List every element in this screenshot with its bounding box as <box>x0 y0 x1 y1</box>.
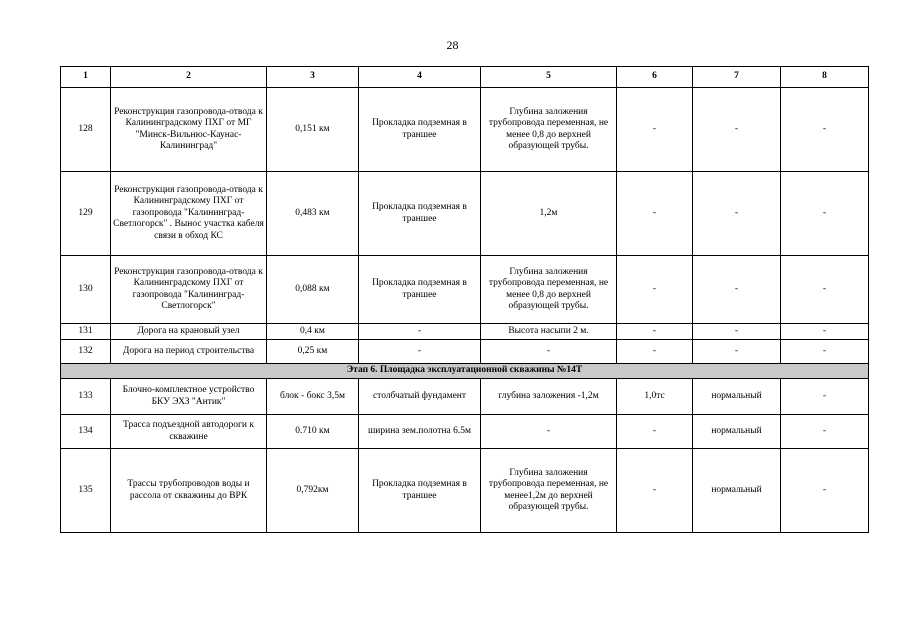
table-cell: Высота насыпи 2 м. <box>481 324 617 340</box>
table-cell: Глубина заложения трубопровода переменная, не менее 0,8 до верхней образующей трубы. <box>481 88 617 172</box>
table-cell: - <box>781 88 869 172</box>
table-cell: 135 <box>61 449 111 533</box>
table-cell: Прокладка подземная в траншее <box>359 88 481 172</box>
table-cell: Глубина заложения трубопровода переменная, не менее 0,8 до верхней образующей трубы. <box>481 256 617 324</box>
table-cell: 129 <box>61 172 111 256</box>
table-cell: - <box>359 324 481 340</box>
table-cell: - <box>693 324 781 340</box>
table-cell: блок - бокс 3,5м <box>267 379 359 415</box>
table-cell: - <box>481 340 617 364</box>
table-cell: 132 <box>61 340 111 364</box>
data-table <box>60 66 869 533</box>
table-cell: Реконструкция газопровода-отвода к Калининградскому ПХГ от газопровода "Калининград-Светлогорск" . Вынос участка кабеля связи в обход КС <box>111 172 267 256</box>
table-cell: Реконструкция газопровода-отвода к Калининградскому ПХГ от газопровода "Калининград-Светлогорск" <box>111 256 267 324</box>
table-row <box>61 256 869 324</box>
table-row <box>61 449 869 533</box>
table-cell: нормальный <box>693 379 781 415</box>
table-cell: 0,151 км <box>267 88 359 172</box>
stage-header-row <box>61 364 869 379</box>
table-cell: - <box>617 415 693 449</box>
table-cell: 0,4 км <box>267 324 359 340</box>
table-cell: 1,2м <box>481 172 617 256</box>
table-cell: 131 <box>61 324 111 340</box>
column-header: 7 <box>693 67 781 88</box>
column-header: 5 <box>481 67 617 88</box>
table-cell: Блочно-комплектное устройство БКУ ЭХЗ "Антик" <box>111 379 267 415</box>
table-cell: 128 <box>61 88 111 172</box>
table-cell: - <box>781 324 869 340</box>
table-row <box>61 415 869 449</box>
stage-title: Этап 6. Площадка эксплуатационной скважины №14Т <box>61 364 869 379</box>
table-cell: - <box>781 379 869 415</box>
table-row <box>61 340 869 364</box>
column-header: 8 <box>781 67 869 88</box>
table-cell: глубина заложения -1,2м <box>481 379 617 415</box>
table-cell: - <box>781 172 869 256</box>
table-cell: 134 <box>61 415 111 449</box>
table-cell: Глубина заложения трубопровода переменная, не менее1,2м до верхней образующей трубы. <box>481 449 617 533</box>
table-cell: - <box>617 340 693 364</box>
table-cell: - <box>359 340 481 364</box>
table-cell: - <box>693 256 781 324</box>
table-row <box>61 88 869 172</box>
table-cell: 130 <box>61 256 111 324</box>
table-row <box>61 324 869 340</box>
table-cell: - <box>781 449 869 533</box>
table-row <box>61 379 869 415</box>
table-cell: Прокладка подземная в траншее <box>359 256 481 324</box>
column-header: 3 <box>267 67 359 88</box>
table-cell: Прокладка подземная в траншее <box>359 449 481 533</box>
column-header: 6 <box>617 67 693 88</box>
table-cell: Реконструкция газопровода-отвода к Калининградскому ПХГ от МГ "Минск-Вильнюс-Каунас-Калининград" <box>111 88 267 172</box>
column-header: 2 <box>111 67 267 88</box>
table-cell: - <box>693 172 781 256</box>
table-cell: ширина зем.полотна 6.5м <box>359 415 481 449</box>
table-cell: - <box>693 88 781 172</box>
table-cell: Трасса подъездной автодороги к скважине <box>111 415 267 449</box>
table-row <box>61 172 869 256</box>
table-cell: нормальный <box>693 449 781 533</box>
table-cell: нормальный <box>693 415 781 449</box>
table-cell: - <box>781 340 869 364</box>
page-number: 28 <box>446 38 459 52</box>
header-row <box>61 67 869 88</box>
table-cell: 133 <box>61 379 111 415</box>
column-header: 1 <box>61 67 111 88</box>
table-cell: Дорога на крановый узел <box>111 324 267 340</box>
table-cell: 0,483 км <box>267 172 359 256</box>
table-body <box>61 88 869 533</box>
table-cell: - <box>693 340 781 364</box>
table-cell: 1,0тс <box>617 379 693 415</box>
table-cell: Прокладка подземная в траншее <box>359 172 481 256</box>
table-cell: - <box>617 324 693 340</box>
table-cell: - <box>617 88 693 172</box>
table-cell: Трассы трубопроводов воды и рассола от скважины до ВРК <box>111 449 267 533</box>
table-cell: - <box>617 449 693 533</box>
table-cell: столбчатый фундамент <box>359 379 481 415</box>
table-cell: Дорога на период строительства <box>111 340 267 364</box>
column-header: 4 <box>359 67 481 88</box>
table-cell: - <box>481 415 617 449</box>
table-cell: 0,792км <box>267 449 359 533</box>
table-cell: 0,088 км <box>267 256 359 324</box>
table-cell: - <box>617 172 693 256</box>
table-cell: 0.710 км <box>267 415 359 449</box>
table-cell: - <box>781 415 869 449</box>
table-cell: - <box>617 256 693 324</box>
table-cell: 0,25 км <box>267 340 359 364</box>
table-cell: - <box>781 256 869 324</box>
